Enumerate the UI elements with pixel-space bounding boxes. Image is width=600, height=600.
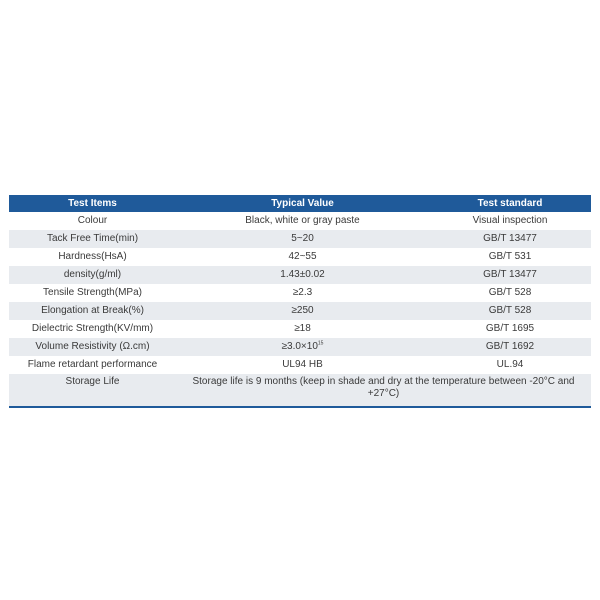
cell-value: 5~20 <box>176 230 429 248</box>
cell-standard: GB/T 531 <box>429 248 591 266</box>
cell-item: Elongation at Break(%) <box>9 302 176 320</box>
table-row <box>9 248 591 266</box>
table-header-row <box>9 195 591 212</box>
cell-item: density(g/ml) <box>9 266 176 284</box>
cell-value: UL94 HB <box>176 356 429 374</box>
cell-value: 42~55 <box>176 248 429 266</box>
cell-standard: UL.94 <box>429 356 591 374</box>
cell-standard: Visual inspection <box>429 212 591 230</box>
cell-item: Dielectric Strength(KV/mm) <box>9 320 176 338</box>
table-row <box>9 284 591 302</box>
table-row <box>9 338 591 356</box>
header-test-standard: Test standard <box>429 195 591 212</box>
spec-table <box>9 195 591 408</box>
cell-item: Colour <box>9 212 176 230</box>
cell-standard: GB/T 13477 <box>429 230 591 248</box>
cell-item: Hardness(HsA) <box>9 248 176 266</box>
cell-value-merged: Storage life is 9 months (keep in shade and dry at the temperature between -20°C and +27°C) <box>176 374 591 407</box>
cell-standard: GB/T 528 <box>429 284 591 302</box>
cell-value-base: ≥3.0×10 <box>281 341 318 352</box>
table-row <box>9 320 591 338</box>
cell-standard: GB/T 1695 <box>429 320 591 338</box>
cell-standard: GB/T 528 <box>429 302 591 320</box>
table-row <box>9 266 591 284</box>
cell-value: 1.43±0.02 <box>176 266 429 284</box>
cell-value-exponent: 15 <box>317 340 324 347</box>
cell-value: ≥250 <box>176 302 429 320</box>
header-typical-value: Typical Value <box>176 195 429 212</box>
table-row <box>9 302 591 320</box>
cell-item: Tensile Strength(MPa) <box>9 284 176 302</box>
header-test-items: Test Items <box>9 195 176 212</box>
table-row <box>9 230 591 248</box>
cell-value: ≥18 <box>176 320 429 338</box>
cell-value <box>176 338 429 356</box>
cell-standard: GB/T 13477 <box>429 266 591 284</box>
cell-item: Tack Free Time(min) <box>9 230 176 248</box>
cell-item: Storage Life <box>9 374 176 407</box>
cell-item: Flame retardant performance <box>9 356 176 374</box>
table-row <box>9 374 591 407</box>
cell-item: Volume Resistivity (Ω.cm) <box>9 338 176 356</box>
cell-value: Black, white or gray paste <box>176 212 429 230</box>
cell-standard: GB/T 1692 <box>429 338 591 356</box>
cell-value: ≥2.3 <box>176 284 429 302</box>
table-row <box>9 356 591 374</box>
table-row <box>9 212 591 230</box>
